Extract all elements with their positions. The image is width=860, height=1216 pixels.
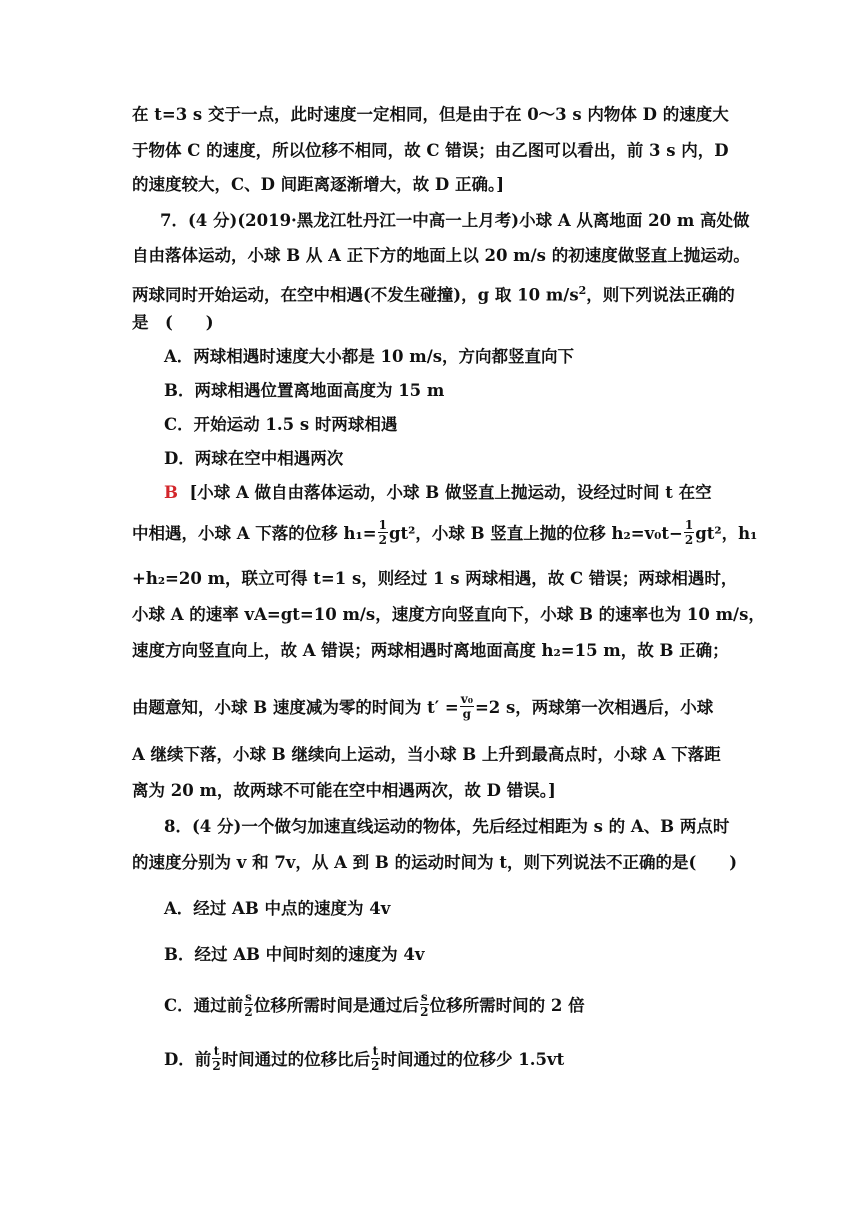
q7-solution-line-2: 中相遇，小球 A 下落的位移 h₁= $\frac{1}{2}$ gt²，小球 B 竖直上抛的位移 h₂=v₀t− $\frac{1}{2}$ gt²，h₁ bbox=[132, 518, 758, 547]
q7-solution-line-5: 速度方向竖直向上，故 A 错误；两球相遇时离地面高度 h₂=15 m，故 B 正确； bbox=[132, 641, 729, 660]
q7-solution-line-1: B [小球 A 做自由落体运动，小球 B 做竖直上抛运动，设经过时间 t 在空 bbox=[164, 483, 712, 502]
q7-option-c: C．开始运动 1.5 s 时两球相遇 bbox=[164, 415, 398, 434]
q7-solution-line-7: A 继续下落，小球 B 继续向上运动，当小球 B 上升到最高点时，小球 A 下落距 bbox=[132, 745, 721, 764]
fraction-one-half: $\frac{1}{2}$ bbox=[378, 518, 387, 547]
q7-stem-line-3: 两球同时开始运动，在空中相遇(不发生碰撞)，g 取 10 $m/s^2$，则下列说法正确的 bbox=[132, 284, 735, 305]
q7-solution-line-4: 小球 A 的速率 vA=gt=10 m/s，速度方向竖直向下，小球 B 的速率也为 10 m/s， bbox=[132, 605, 765, 624]
fraction-v0-over-g: $\frac{\text{v₀}}{g}$ bbox=[460, 692, 473, 721]
q7-solution-line-3: +h₂=20 m，联立可得 t=1 s，则经过 1 s 两球相遇，故 C 错误；两球相遇时， bbox=[132, 569, 738, 588]
q7-option-a: A．两球相遇时速度大小都是 10 m/s，方向都竖直向下 bbox=[164, 347, 575, 366]
q7-solution-line-8: 离为 20 m，故两球不可能在空中相遇两次，故 D 错误。] bbox=[132, 781, 556, 800]
q8-option-d: D．前 $\frac{t}{2}$ 时间通过的位移比后 $\frac{t}{2}$ 时间通过的位移少 1.5vt bbox=[164, 1044, 565, 1073]
q7-stem-line-2: 自由落体运动，小球 B 从 A 正下方的地面上以 20 m/s 的初速度做竖直上抛运动。 bbox=[132, 246, 750, 265]
prev-solution-line-2: 于物体 C 的速度，所以位移不相同，故 C 错误；由乙图可以看出，前 3 s 内，D bbox=[132, 141, 729, 160]
prev-solution-line-1: 在 t=3 s 交于一点，此时速度一定相同，但是由于在 0～3 s 内物体 D 的速度大 bbox=[132, 105, 729, 124]
fraction-t-over-2: $\frac{t}{2}$ bbox=[212, 1044, 221, 1073]
fraction-s-over-2: $\frac{s}{2}$ bbox=[420, 990, 429, 1019]
q8-stem-line-1: 8．(4 分)一个做匀加速直线运动的物体，先后经过相距为 s 的 A、B 两点时 bbox=[164, 817, 730, 836]
q7-stem-line-1: 7．(4 分)(2019·黑龙江牡丹江一中高一上月考)小球 A 从离地面 20 m 高处做 bbox=[160, 211, 750, 230]
q8-stem-line-2: 的速度分别为 v 和 7v，从 A 到 B 的运动时间为 t，则下列说法不正确的是( ) bbox=[132, 853, 738, 872]
q8-option-b: B．经过 AB 中间时刻的速度为 4v bbox=[164, 945, 425, 964]
fraction-one-half: $\frac{1}{2}$ bbox=[684, 518, 694, 547]
fraction-t-over-2: $\frac{t}{2}$ bbox=[371, 1044, 380, 1073]
q7-option-b: B．两球相遇位置离地面高度为 15 m bbox=[164, 381, 445, 400]
q8-option-c: C．通过前 $\frac{s}{2}$ 位移所需时间是通过后 $\frac{s}{2}$ 位移所需时间的 2 倍 bbox=[164, 990, 585, 1019]
q7-solution-line-6: 由题意知，小球 B 速度减为零的时间为 t′ = $\frac{\text{v₀}}{g}$ =2 s，两球第一次相遇后，小球 bbox=[132, 692, 714, 721]
prev-solution-line-3: 的速度较大，C、D 间距离逐渐增大，故 D 正确。] bbox=[132, 175, 505, 194]
fraction-s-over-2: $\frac{s}{2}$ bbox=[244, 990, 253, 1019]
q7-answer-letter: B bbox=[164, 483, 178, 502]
q7-option-d: D．两球在空中相遇两次 bbox=[164, 449, 344, 468]
q7-stem-line-4: 是 ( ) bbox=[132, 313, 214, 332]
q8-option-a: A．经过 AB 中点的速度为 4v bbox=[164, 899, 391, 918]
